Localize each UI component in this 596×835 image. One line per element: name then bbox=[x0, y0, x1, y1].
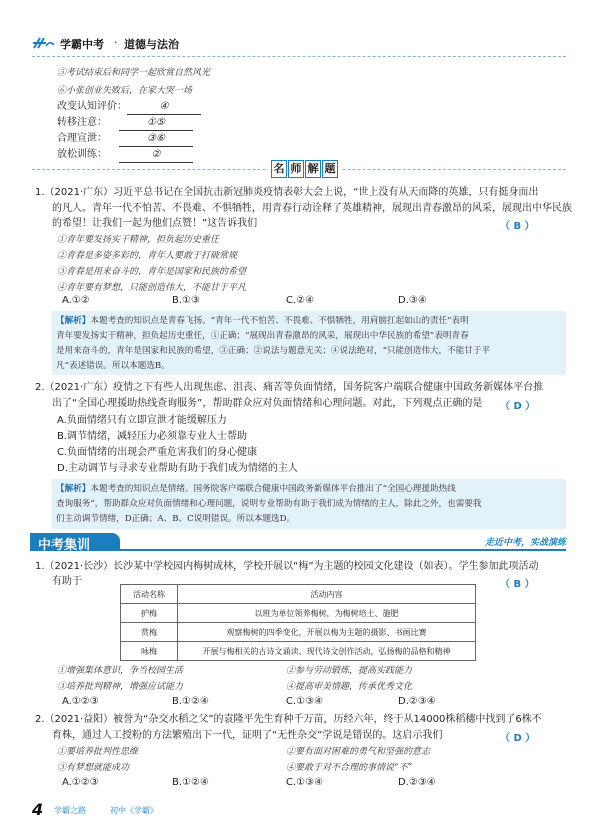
row-value: ①⑤ bbox=[119, 116, 193, 131]
intro-line5: ⑤考试结束后和同学一起欣赏自然风光 bbox=[57, 68, 211, 78]
table-cell: 开展与梅相关的古诗文诵读、现代诗文创作活动，弘扬梅的品格和精神 bbox=[178, 642, 476, 661]
row-value: ④ bbox=[127, 100, 201, 115]
q1-option-a: A.①② bbox=[62, 295, 90, 306]
q3-option-b: B.①②④ bbox=[172, 696, 209, 707]
row-value: ② bbox=[119, 148, 193, 163]
banner-tagline: 走近中考，实战演练 bbox=[484, 538, 566, 548]
q2-option-a: A.负面情绪只有立即宣泄才能缓解压力 bbox=[57, 415, 227, 426]
q4-option-a: A.①②③ bbox=[62, 777, 99, 788]
page-footer bbox=[30, 800, 230, 820]
table-cell: 赏梅 bbox=[121, 623, 178, 642]
q4-option-c: C.①③④ bbox=[286, 777, 324, 788]
q3-option-c: C.①③④ bbox=[286, 696, 324, 707]
analysis-text: 青年要发扬实干精神，担负起历史重任，①正确；“展现出青春激昂的风采，展现出中华民族的希望”表明青春 bbox=[56, 331, 469, 341]
q1-option-b: B.①③ bbox=[172, 295, 200, 306]
table-row bbox=[121, 642, 476, 661]
q1-answer: （ B ） bbox=[500, 221, 535, 232]
title-char: 师 bbox=[288, 160, 304, 178]
row-label: 转移注意： bbox=[57, 117, 107, 128]
q3-item: ③培养批判精神，增强应试能力 bbox=[57, 682, 184, 692]
analysis-text: 本题考查的知识点是青春飞扬。“青年一代不怕苦、不畏难、不惧牺牲，用肩膀扛起如山的责任”表明 bbox=[90, 316, 469, 326]
q1-stem: 的希望！让我们一起为他们点赞！”这告诉我们 bbox=[52, 218, 258, 229]
table-row bbox=[121, 604, 476, 623]
q3-stem: 有助于 bbox=[52, 576, 82, 587]
table-cell: 咏梅 bbox=[121, 642, 178, 661]
header-separator: · bbox=[114, 36, 118, 49]
q1-item: ②青春是多姿多彩的，青年人要敢于打破常规 bbox=[57, 251, 238, 261]
q4-option-b: B.①②④ bbox=[172, 777, 209, 788]
q1-item: ③青春是用来奋斗的，青年是国家和民族的希望 bbox=[57, 267, 247, 277]
intro-row-1 bbox=[57, 100, 201, 115]
header-subject: 道德与法治 bbox=[124, 38, 179, 51]
q3-option-d: D.②③④ bbox=[398, 696, 436, 707]
intro-row-3 bbox=[57, 132, 193, 147]
q2-option-b: B.调节情绪，减轻压力必须靠专业人士帮助 bbox=[57, 431, 248, 442]
banner-title-box bbox=[30, 533, 120, 551]
analysis-text: 们主动调节情绪，D正确；A、B、C说明错误。所以本题选D。 bbox=[56, 514, 296, 524]
q2-stem: 出了“全国心理援助热线查询服务”，帮助群众应对负面情绪和心理问题。对此，下列观点正确的是 bbox=[52, 398, 483, 409]
header-logo-text: 学霸中考 bbox=[60, 38, 104, 51]
table-cell: 护梅 bbox=[121, 604, 178, 623]
q2-answer: （ D ） bbox=[500, 401, 536, 412]
title-char: 名 bbox=[271, 160, 287, 178]
q3-item: ②参与劳动锻炼，提高实践能力 bbox=[286, 666, 413, 676]
footer-grade: 初中《学霸》 bbox=[110, 806, 158, 815]
q1-analysis bbox=[52, 311, 566, 375]
q2-option-d: D.主动调节与寻求专业帮助有助于我们成为情绪的主人 bbox=[57, 463, 298, 474]
table-head-cell: 活动内容 bbox=[178, 585, 476, 604]
row-label: 放松训练： bbox=[57, 149, 107, 160]
page-number: 4 bbox=[32, 800, 44, 819]
section-title bbox=[268, 160, 341, 178]
intro-row-2 bbox=[57, 116, 193, 131]
q3-item: ④提高审美情趣，传承优秀文化 bbox=[286, 682, 413, 692]
q4-item: ①要培养批判性思维 bbox=[57, 747, 139, 757]
q3-answer: （ B ） bbox=[500, 579, 535, 590]
table-head-cell: 活动名称 bbox=[121, 585, 178, 604]
analysis-text: 是用来奋斗的，青年是国家和民族的希望，③正确；②说法与题意无关；④说法绝对，“只能创造伟大，不能甘于平 bbox=[56, 346, 491, 356]
q1-option-d: D.③④ bbox=[398, 295, 427, 306]
table-header bbox=[121, 585, 476, 604]
activity-table bbox=[120, 584, 476, 661]
q2-option-c: C.负面情绪的出现会严重危害我们的身心健康 bbox=[57, 447, 258, 458]
q4-stem: 育株，通过人工授粉的方法繁殖出下一代，证明了“无性杂交”学说是错误的。这启示我们 bbox=[52, 730, 443, 741]
footer-book: 学霸之路 bbox=[54, 806, 86, 815]
q2-analysis bbox=[52, 479, 566, 529]
q4-answer: （ D ） bbox=[500, 733, 536, 744]
row-label: 合理宣泄： bbox=[57, 133, 107, 144]
q4-item: ②要有面对困难的勇气和坚强的意志 bbox=[286, 747, 431, 757]
intro-line6: ⑥小张创业失败后，在家大哭一场 bbox=[57, 86, 193, 96]
q1-item: ①青年要发扬实干精神，担负起历史重任 bbox=[57, 235, 220, 245]
q3-stem: 1.（2021·长沙）长沙某中学校园内梅树成林，学校开展以“梅”为主题的校园文化建设（如表）。学生参加此项活动 bbox=[35, 561, 539, 572]
q3-option-a: A.①②③ bbox=[62, 696, 99, 707]
analysis-label: 【解析】 bbox=[56, 484, 91, 494]
title-char: 题 bbox=[322, 160, 338, 178]
q3-item: ①增强集体意识，争当校园生活 bbox=[57, 666, 184, 676]
q2-stem: 2.（2021·广东）疫情之下有些人出现焦虑、沮丧、痛苦等负面情绪，国务院客户端联合健康中国政务新媒体平台推 bbox=[35, 382, 544, 393]
analysis-text: 本题考查的知识点是情绪。国务院客户端联合健康中国政务新媒体平台推出了“全国心理援助热线 bbox=[90, 484, 456, 494]
q1-option-c: C.②④ bbox=[286, 295, 315, 306]
q4-option-d: D.②③④ bbox=[398, 777, 436, 788]
analysis-text: 凡”表述错误。所以本题选B。 bbox=[56, 361, 170, 371]
header-rule bbox=[32, 56, 566, 58]
q4-item: ④要敢于对不合理的事情说“不” bbox=[286, 763, 413, 773]
table-cell: 以班为单位领养梅树，为梅树培土、施肥 bbox=[178, 604, 476, 623]
intro-row-4 bbox=[57, 148, 193, 163]
table-row bbox=[121, 623, 476, 642]
analysis-label: 【解析】 bbox=[56, 316, 91, 326]
table-cell: 观察梅树的四季变化，开展以梅为主题的摄影、书画比赛 bbox=[178, 623, 476, 642]
q1-item: ④青年要有梦想，只能创造伟大，不能甘于平凡 bbox=[57, 283, 247, 293]
title-char: 解 bbox=[305, 160, 321, 178]
q1-stem: 1.（2021·广东）习近平总书记在全国抗击新冠肺炎疫情表彰大会上说，“世上没有从天而降的英雄，只有挺身而出 bbox=[35, 187, 539, 198]
row-value: ③⑥ bbox=[119, 132, 193, 147]
banner-title: 中考集训 bbox=[38, 538, 91, 553]
row-label: 改变认知评价： bbox=[57, 101, 127, 112]
section-banner bbox=[30, 533, 566, 553]
q1-stem: 的凡人。青年一代不怕苦、不畏难、不惧牺牲，用青春行动诠释了英雄精神，展现出青春激昂的风采，展现出中华民族 bbox=[52, 203, 572, 214]
analysis-text: 查询服务”，帮助群众应对负面情绪和心理问题，说明专业帮助有助于我们成为情绪的主人，除此之外，也需要我 bbox=[56, 499, 482, 509]
q4-item: ③有梦想就能成功 bbox=[57, 763, 130, 773]
logo-icon bbox=[32, 37, 56, 50]
q4-stem: 2.（2021·益阳）被誉为“杂交水稻之父”的袁隆平先生育种千万苗，历经六年，终于从14000株稻穗中找到了6株不 bbox=[35, 714, 542, 725]
